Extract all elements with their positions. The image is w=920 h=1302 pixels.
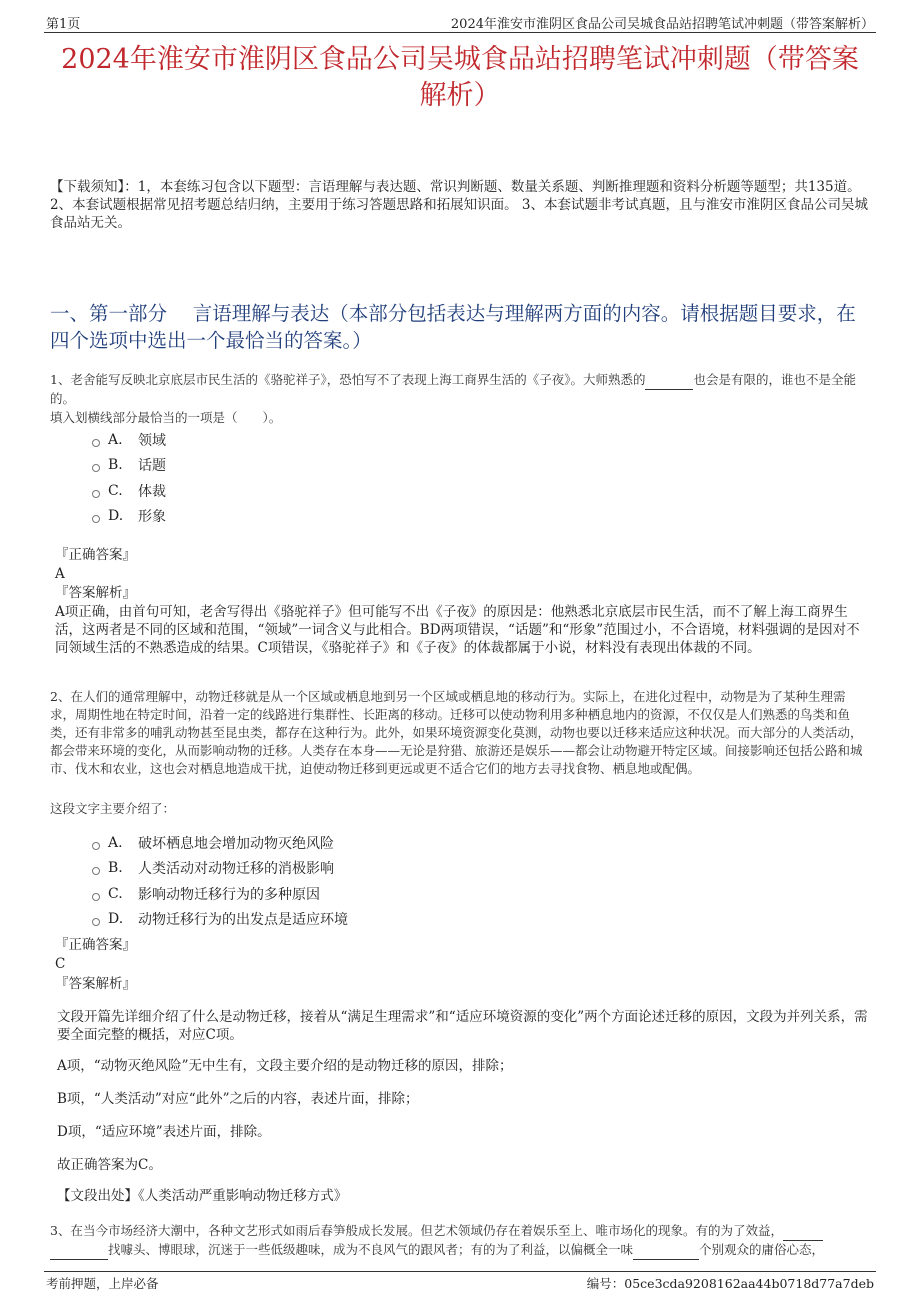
radio-icon[interactable] [92, 867, 100, 875]
option-d[interactable]: D. 动物迁移行为的出发点是适应环境 [92, 907, 348, 933]
header-doc-title: 2024年淮安市淮阴区食品公司吴城食品站招聘笔试冲刺题（带答案解析） [450, 17, 874, 32]
document-id: 编号：05ce3cda9208162aa44b0718d77a7deb [586, 1276, 874, 1291]
radio-icon[interactable] [92, 893, 100, 901]
fill-blank [645, 371, 693, 390]
question-1-options [92, 427, 166, 529]
option-a[interactable]: A. 领域 [92, 427, 166, 453]
footer-slogan: 考前押题，上岸必备 [46, 1276, 159, 1291]
question-2-instruction: 这段文字主要介绍了： [50, 801, 176, 816]
document-title: 2024年淮安市淮阴区食品公司吴城食品站招聘笔试冲刺题（带答案解析） [61, 44, 859, 111]
radio-icon[interactable] [92, 439, 100, 447]
answer-label: 『正确答案』 [55, 547, 136, 563]
question-1-stem-part2: 也会是有限的，谁也不是全能的。 [50, 372, 856, 406]
radio-icon[interactable] [92, 490, 100, 498]
option-c[interactable]: C. 影响动物迁移行为的多种原因 [92, 881, 348, 907]
question-2-options [92, 830, 348, 932]
analysis-paragraph: B项，“人类活动”对应“此外”之后的内容，表述片面，排除； [57, 1091, 419, 1107]
question-3-stem-part1: 3、在当今市场经济大潮中，各种文艺形式如雨后春笋般成长发展。但艺术领域仍存在着娱乐至上、唯市场化的现象。有的为了效益， [50, 1223, 783, 1238]
page-header [44, 10, 876, 33]
radio-icon[interactable] [92, 515, 100, 523]
page-number: 第1页 [46, 17, 81, 32]
analysis-paragraph: A项，“动物灭绝风险”无中生有，文段主要介绍的是动物迁移的原因，排除； [57, 1058, 513, 1074]
answer-label: 『正确答案』 [55, 937, 136, 953]
download-notice: 【下载须知】：1，本套练习包含以下题型：言语理解与表达题、常识判断题、数量关系题、判断推理题和资料分析题等题型；共135道。 2、本套试题根据常见招考题总结归纳，主要用于练习答题思路和拓展知识面。 3、本套试题非考试真题，且与淮安市淮阴区食品公司吴城食品站无关。 [50, 179, 868, 231]
analysis-label: 『答案解析』 [55, 585, 136, 601]
section-heading: 一、第一部分 言语理解与表达（本部分包括表达与理解两方面的内容。请根据题目要求，在四个选项中选出一个最恰当的答案。） [50, 302, 856, 352]
fill-blank [783, 1222, 823, 1241]
option-b[interactable]: B. 话题 [92, 453, 166, 479]
analysis-text: A项正确，由首句可知，老舍写得出《骆驼祥子》但可能写不出《子夜》的原因是：他熟悉北京底层市民生活，而不了解上海工商界生活，这两者是不同的区域和范围，“领域”一词含义与此相合。BD两项错误，“话题”和“形象”范围过小，不合语境，材料强调的是因对不同领域生活的不熟悉造成的结果。C项错误，《骆驼祥子》和《子夜》的体裁都属于小说，材料没有表现出体裁的不同。 [55, 604, 860, 656]
question-2-stem: 2、在人们的通常理解中，动物迁移就是从一个区域或栖息地到另一个区域或栖息地的移动行为。实际上，在进化过程中，动物是为了某种生理需求，周期性地在特定时间，沿着一定的线路进行集群性、长距离的移动。迁移可以使动物利用多种栖息地内的资源，不仅仅是人们熟悉的鸟类和鱼类，还有非常多的哺乳动物甚至昆虫类，都存在这种行为。此外，如果环境资源变化莫测，动物也要以迁移来适应这种状况。而大部分的人类活动，都会带来环境的变化，从而影响动物的迁移。人类存在本身——无论是狩猎、旅游还是娱乐——都会让动物避开特定区域。间接影响还包括公路和城市、伐木和农业，这也会对栖息地造成干扰，迫使动物迁移到更远或更不适合它们的地方去寻找食物、栖息地或配偶。 [50, 689, 863, 776]
radio-icon[interactable] [92, 464, 100, 472]
question-3-stem-part3: 个别观众的庸俗心态， [699, 1242, 825, 1257]
question-1-stem [50, 371, 870, 408]
analysis-paragraph: 文段开篇先详细介绍了什么是动物迁移，接着从“满足生理需求”和“适应环境资源的变化”两个方面论述迁移的原因，文段为并列关系，需要全面完整的概括，对应C项。 [57, 1009, 868, 1043]
fill-blank [633, 1241, 699, 1260]
answer-value: C [55, 956, 66, 972]
option-a[interactable]: A. 破坏栖息地会增加动物灭绝风险 [92, 830, 348, 856]
radio-icon[interactable] [92, 842, 100, 850]
question-3-stem [50, 1222, 870, 1260]
question-1-stem-part1: 1、老舍能写反映北京底层市民生活的《骆驼祥子》，恐怕写不了表现上海工商界生活的《子夜》。大师熟悉的 [50, 372, 646, 387]
analysis-label: 『答案解析』 [55, 976, 136, 992]
analysis-paragraph: D项，“适应环境”表述片面，排除。 [57, 1124, 271, 1140]
analysis-paragraph: 故正确答案为C。 [57, 1157, 162, 1173]
question-1-instruction: 填入划横线部分最恰当的一项是（ ）。 [50, 410, 282, 425]
option-b[interactable]: B. 人类活动对动物迁移的消极影响 [92, 856, 348, 882]
question-3-stem-part2: 找噱头、博眼球，沉迷于一些低级趣味，成为不良风气的跟风者；有的为了利益，以偏概全一味 [108, 1242, 634, 1257]
fill-blank [50, 1241, 108, 1260]
radio-icon[interactable] [92, 918, 100, 926]
answer-value: A [55, 566, 65, 582]
page-footer [44, 1271, 876, 1292]
text-source: 【文段出处】《人类活动严重影响动物迁移方式》 [57, 1188, 348, 1204]
option-c[interactable]: C. 体裁 [92, 478, 166, 504]
option-d[interactable]: D. 形象 [92, 504, 166, 530]
